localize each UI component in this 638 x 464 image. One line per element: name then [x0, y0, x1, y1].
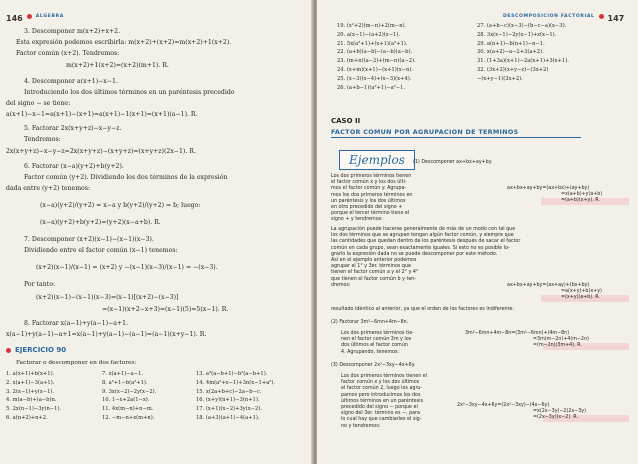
text-line: 6. Factorar (x−a)(y+2)+b(y+2). — [24, 163, 124, 170]
text-line: Introduciendo los dos últimos términos en un paréntesis precedido — [24, 89, 235, 96]
exercise-item: 28. 3x(x−1)−2y(x−1)+z(x−1). — [477, 31, 557, 38]
text-line: Los dos primeros términos tienen el — [341, 374, 428, 379]
exercise-item: 23. (m+n)(a−2)+(m−n)(a−2). — [337, 58, 416, 65]
text-line: del signo − se tiene: — [6, 100, 71, 107]
text-line: dada entre (y+2) tenemos: — [6, 185, 91, 192]
text-line: Los dos primeros términos tienen — [331, 174, 412, 179]
example-2-text — [341, 331, 414, 356]
text-line: últimos términos en un paréntesis — [341, 398, 424, 404]
text-line: el factor común x y los dos últi- — [331, 180, 407, 186]
exercise-item: 13. a³(a−b+1)−b²(a−b+1). — [196, 371, 268, 377]
text-line: dremos: — [331, 282, 351, 288]
text-line: porque el tercer término tiene el — [331, 211, 410, 217]
math-line: =(2x−3y)(x−2). R. — [533, 415, 578, 421]
ejemplos-box: Ejemplos — [339, 150, 415, 170]
text-line: común en cada grupo, sean exactamente iguales. Si esto no es posible lo- — [331, 245, 510, 251]
text-line: Factor común (y+2). Dividiendo los dos términos de la expresión — [24, 174, 228, 181]
text-line: mos el factor común y. Agrupa- — [331, 186, 407, 192]
exercise-item: 20. a(x−1)−(a+2)(x−1). — [337, 31, 401, 38]
text-line: en otro precedido del signo + — [331, 205, 403, 211]
red-bullet-icon — [6, 348, 11, 353]
exercise-column-5 — [477, 22, 569, 84]
text-line: mos los dos primeros términos en — [331, 192, 413, 198]
example-2-title: (2) Factorar 3m²−6mn+4m−8n. — [331, 320, 409, 325]
text-line: (x+2)(x−1)/(x−1) = (x+2) y −(x−1)(x−3)/(x−1) = −(x−3). — [36, 264, 218, 271]
exercise-item: 27. (a+b−c)(x−3)−(b−c−a)(x−3). — [477, 23, 567, 29]
exercise-item: 10. 1−x+2a(1−x). — [102, 397, 150, 404]
text-line: La agrupación puede hacerse generalmente de más de un modo con tal que — [331, 227, 516, 232]
text-line: dos últimos el factor común — [341, 343, 408, 349]
exercise-item: 15. x(2a+b+c)−2a−b−c. — [196, 388, 262, 395]
exercise-item: 26. (a+b−1)(a²+1)−a²−1. — [337, 84, 406, 91]
text-line: los dos términos que se agrupan tengan algún factor común, y siempre que — [331, 233, 514, 239]
text-line: 5. Factorar 2x(x+y+z)−x−y−z. — [24, 125, 122, 132]
left-running-title: ALGEBRA — [35, 14, 64, 19]
text-line: precedido del signo − porque el — [341, 405, 418, 411]
red-bullet-icon — [27, 14, 32, 19]
example-1-alt-math — [507, 283, 602, 302]
exercise-item: 17. (x+1)(x−2)+3y(x−2). — [196, 406, 262, 413]
left-running-head — [6, 6, 64, 23]
math-line: 2x²−3xy−4x+6y=(2x²−3xy)−(4x−6y) — [457, 403, 550, 408]
exercise-item: 18. (a+3)(a+1)−4(a+1). — [196, 414, 260, 421]
exercise-title: EJERCICIO 90 — [15, 346, 67, 354]
math-line: =3m(m−2n)+4(m−2n) — [533, 337, 589, 343]
example-1-title: (1) Descomponer ax+bx+ay+by. — [413, 160, 493, 165]
exercise-item: 2. x(a+1)−3(a+1). — [6, 379, 55, 386]
math-line: ax+bx+ay+by=(ax+bx)+(ay+by) — [507, 186, 590, 191]
text-line: Los dos primeros términos tie- — [341, 331, 414, 336]
exercise-item: 7. x(a+1)−a−1. — [102, 371, 144, 377]
exercise-column-3 — [196, 370, 275, 423]
right-page-number: 147 — [607, 14, 625, 23]
text-line: nen el factor común 3m y los — [341, 337, 412, 343]
exercise-item: 11. 4x(m−n)+n−m. — [102, 406, 154, 413]
exercise-item: 31. (1+3a)(x+1)−2a(x+1)+3(x+1). — [477, 58, 569, 65]
text-line: lo cual hay que cambiarles el sig- — [341, 417, 422, 423]
exercise-heading — [6, 346, 66, 354]
text-line: 2x(x+y+z)−x−y−z=2x(x+y+z)−(x+y+z)=(x+y+z)(2x−1). R. — [6, 148, 196, 155]
exercise-column-4 — [337, 22, 462, 92]
example-1-note — [331, 227, 520, 289]
exercise-intro: Factorar o descomponer en dos factores: — [16, 360, 137, 366]
text-line: Dividiendo entre el factor común (x−1) tenemos: — [24, 247, 178, 254]
right-running-head — [503, 6, 625, 23]
text-line: (x−a)(y+2)+b(y+2)=(y+2)(x−a+b). R. — [40, 219, 161, 226]
text-line: pamos pero introducimos los dos — [341, 392, 421, 398]
math-line: ax+bx+ay+by=(ax+ay)+(bx+by) — [507, 283, 590, 288]
math-line: =x(2x−3y)−2(2x−3y) — [533, 409, 587, 415]
case-subtitle: FACTOR COMUN POR AGRUPACION DE TERMINOS — [331, 128, 519, 136]
text-line: Esta expresión podemos escribirla: m(x+2)+(x+2)=m(x+2)+1(x+2). — [16, 39, 232, 46]
text-line: =(x−1)(x+2−x+3)=(x−1)(5)=5(x−1). R. — [102, 306, 229, 313]
text-line: x(a−1)+y(a−1)−a+1=x(a−1)+y(a−1)−(a−1)=(a−1)(x+y−1). R. — [6, 331, 207, 338]
text-line: 4. Descomponer a(x+1)−x−1. — [24, 78, 118, 85]
text-line: 8. Factorar x(a−1)+y(a−1)−a+1. — [24, 320, 129, 327]
right-running-title: DESCOMPOSICION FACTORIAL — [503, 14, 595, 19]
text-line: Tendremos: — [24, 136, 61, 143]
exercise-item: 12. −m−n+x(m+n). — [102, 414, 155, 421]
text-line: (x−a)(y+2)/(y+2) = x−a y b(y+2)/(y+2) = b; luego: — [40, 202, 201, 209]
exercise-item: 6. a(n+2)+n+2. — [6, 414, 48, 421]
example-1-conclusion: resultado idéntico al anterior, ya que el orden de los factores es indiferente. — [331, 307, 514, 312]
text-line: un paréntesis y los dos últimos — [331, 198, 406, 204]
text-line: Por tanto: — [24, 281, 56, 288]
text-line: tienen el factor común a y el 2° y 4° — [331, 270, 419, 276]
exercise-item: 29. a(n+1)−b(n+1)−n−1. — [477, 40, 545, 47]
exercise-item: 22. (a+b)(a−b)−(a−b)(a−b). — [337, 49, 413, 56]
left-page-number: 146 — [6, 14, 23, 23]
red-bullet-icon — [599, 14, 604, 19]
text-line: no y tendremos: — [341, 423, 381, 429]
text-line: 4. Agrupando, tenemos: — [341, 349, 400, 355]
text-line: agrupar el 1° y 3er. términos que — [331, 264, 411, 270]
example-1-text — [331, 174, 412, 224]
text-line: grarlo la expresión dada no se puede descomponer por este método. — [331, 251, 498, 257]
example-1-math — [507, 186, 602, 205]
text-line: que tienen el factor común b y ten- — [331, 276, 417, 282]
left-page — [0, 0, 313, 464]
text-line: 7. Descomponer (x+2)(x−1)−(x−1)(x−3). — [24, 236, 154, 243]
text-line: factor común x y los dos últimos — [341, 380, 420, 386]
exercise-item: 21. 5x(a²+1)+(x+1)(a²+1). — [337, 40, 408, 47]
exercise-item: 4. m(a−b)+(a−b)n. — [6, 397, 57, 404]
text-line: las cantidades que quedan dentro de los paréntesis después de sacar el factor — [331, 239, 521, 245]
example-3-text — [341, 374, 427, 430]
exercise-column-2 — [102, 370, 156, 423]
text-line: signo + y tendremos: — [331, 217, 383, 223]
section-rule — [331, 137, 581, 138]
math-line: =(m−2n)(3m+4). R. — [533, 343, 582, 349]
example-2-math — [465, 331, 589, 350]
example-3-title: (3) Descomponer 2x²−3xy−4x+6y. — [331, 363, 416, 368]
exercise-item: 14. 4m(a²+x−1)+3n(x−1+a²). — [196, 379, 276, 386]
exercise-item: 19. (x²+2)(m−n)+2(m−n). — [337, 23, 407, 29]
right-page — [317, 0, 638, 464]
text-line: a(x+1)−x−1=a(x+1)−(x+1)=a(x+1)−1(x+1)=(x+1)(a−1). R. — [6, 111, 198, 118]
math-line: =x(a+b)+y(a+b) — [561, 192, 603, 198]
math-line: =(a+b)(x+y). R. — [561, 198, 600, 204]
math-line: =a(x+y)+b(x+y) — [561, 289, 602, 295]
text-line: 3. Descomponer m(x+2)+x+2. — [24, 28, 121, 35]
math-line: 3m²−6mn+4m−8n=(3m²−6mn)+(4m−8n) — [465, 331, 570, 336]
text-line: Factor común (x+2). Tendremos: — [16, 50, 120, 57]
exercise-item: 9. 3x(x−2)−2y(x−2). — [102, 388, 157, 395]
exercise-item: 16. (x+y)(n+1)−3(n+1). — [196, 397, 260, 404]
exercise-column-1 — [6, 370, 61, 423]
exercise-item: 3. 2(x−1)+y(x−1). — [6, 388, 55, 395]
exercise-item: −(x+y−1)(3x+2). — [477, 75, 523, 82]
exercise-item: 30. x(a+2)−a−2+3(a+2). — [477, 49, 544, 56]
text-line: (x+2)(x−1)−(x−1)(x−3)=(x−1)[(x+2)−(x−3)] — [36, 294, 179, 301]
text-line: signo del 3er. término es −, para — [341, 411, 420, 417]
text-line: Así en el ejemplo anterior podemos — [331, 258, 417, 264]
text-line: m(x+2)+1(x+2)=(x+2)(m+1). R. — [66, 62, 169, 69]
exercise-item: 8. a²+1−b(a²+1). — [102, 379, 148, 386]
exercise-item: 32. (3x+2)(x+y−z)−(3x+2) — [477, 66, 549, 73]
math-line: =(x+y)(a+b). R. — [561, 295, 600, 301]
case-title: CASO II — [331, 117, 361, 125]
exercise-item: 5. 2x(n−1)−3y(n−1). — [6, 406, 62, 413]
exercise-item: 25. (x−3)(x−4)+(x−3)(x+4). — [337, 75, 412, 82]
exercise-item: 1. a(x+1)+b(x+1). — [6, 371, 55, 377]
exercise-item: 24. (x+m)(x+1)−(x+1)(x−n). — [337, 66, 414, 73]
example-3-math — [457, 403, 586, 422]
text-line: el factor común 2, luego los agru- — [341, 386, 423, 392]
